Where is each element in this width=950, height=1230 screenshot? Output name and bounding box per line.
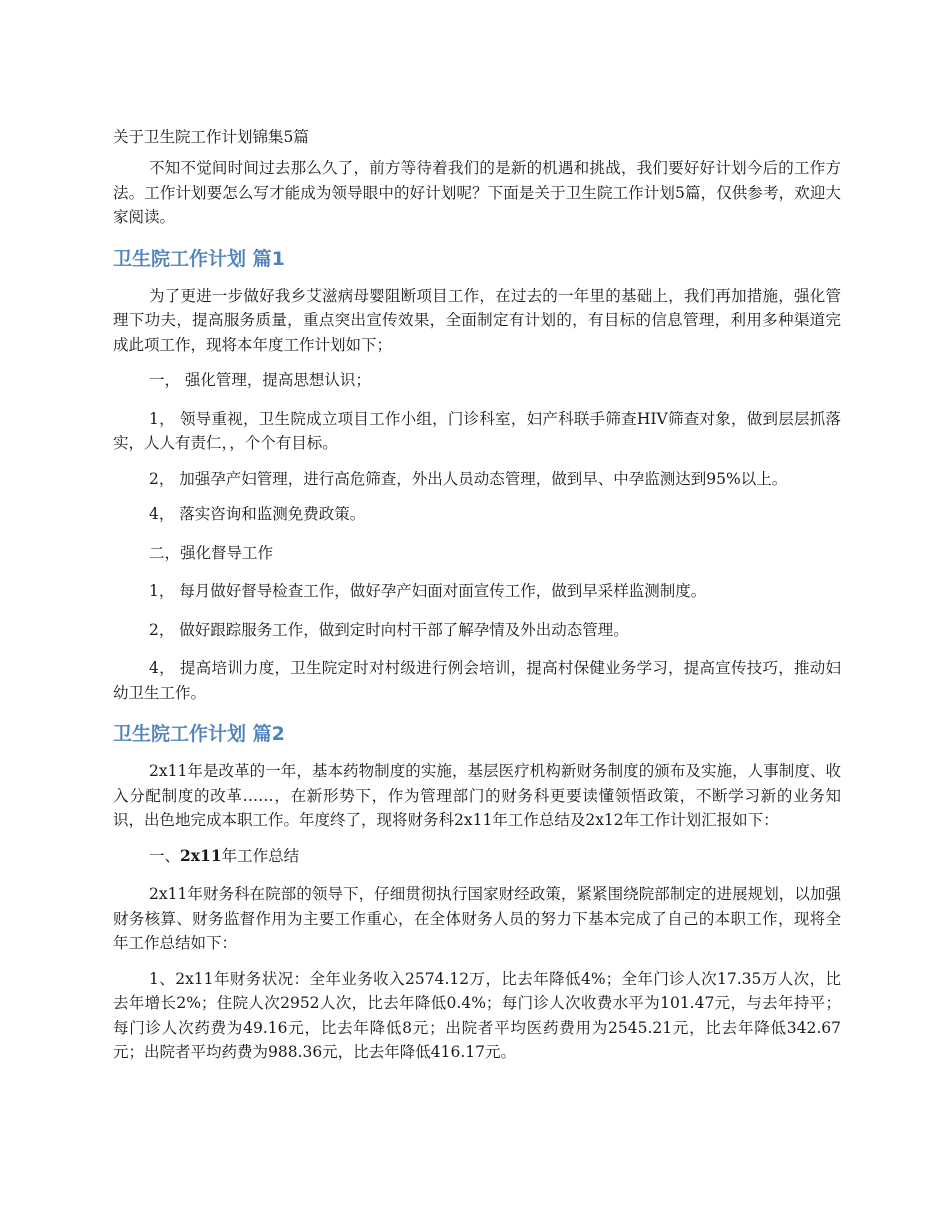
section-1-paragraph: 为了更进一步做好我乡艾滋病母婴阻断项目工作，在过去的一年里的基础上，我们再加措施，强化管理下功夫，提高服务质量，重点突出宣传效果，全面制定有计划的，有目标的信息管理，利用多种渠道完成此项工作，现将本年度工作计划如下； xyxy=(113,286,841,354)
section-1-paragraph: 2， 做好跟踪服务工作，做到定时向村干部了解孕情及外出动态管理。 xyxy=(149,620,629,639)
section-2-subheading xyxy=(113,844,841,869)
section-2-paragraph: 2x11年财务科在院部的领导下，仔细贯彻执行国家财经政策，紧紧围绕院部制定的进展规划，以加强财务核算、财务监督作用为主要工作重心，在全体财务人员的努力下基本完成了自己的本职工作，现将全年工作总结如下： xyxy=(113,885,841,952)
document-title: 关于卫生院工作计划锦集5篇 xyxy=(113,128,309,146)
section-1-paragraph: 2， 加强孕产妇管理，进行高危筛查，外出人员动态管理，做到早、中孕监测达到95%以上。 xyxy=(149,469,788,488)
section-2-paragraph: 1、2x11年财务状况：全年业务收入2574.12万，比去年降低4%；全年门诊人次17.35万人次，比去年增长2%；住院人次2952人次，比去年降低0.4%；每门诊人次收费水平为101.47元，与去年持平；每门诊人次药费为49.16元，比去年降低8元；出院者平均医药费用为2545.21元，比去年降低342.67元；出院者平均药费为988.36元，比去年降低416.17元。 xyxy=(113,969,841,1061)
subheading-suffix: 年工作总结 xyxy=(221,846,300,865)
subheading-year: 2x11 xyxy=(180,845,222,865)
subheading-prefix: 一、 xyxy=(149,846,181,865)
section-2-heading: 卫生院工作计划 篇2 xyxy=(113,723,285,745)
intro-paragraph: 不知不觉间时间过去那么久了，前方等待着我们的是新的机遇和挑战，我们要好好计划今后的工作方法。工作计划要怎么写才能成为领导眼中的好计划呢？下面是关于卫生院工作计划5篇，仅供参考，欢迎大家阅读。 xyxy=(113,159,841,226)
section-1-paragraph: 一， 强化管理，提高思想认识； xyxy=(149,371,371,389)
section-1-heading: 卫生院工作计划 篇1 xyxy=(113,247,285,270)
section-2-paragraph: 2x11年是改革的一年，基本药物制度的实施，基层医疗机构新财务制度的颁布及实施，人事制度、收入分配制度的改革……，在新形势下，作为管理部门的财务科更要读懂领悟政策，不断学习新的业务知识，出色地完成本职工作。年度终了，现将财务科2x11年工作总结及2x12年工作计划汇报如下： xyxy=(113,762,841,829)
section-1-paragraph: 1， 每月做好督导检查工作，做好孕产妇面对面宣传工作，做到早采样监测制度。 xyxy=(149,582,707,600)
section-1-paragraph: 1， 领导重视，卫生院成立项目工作小组，门诊科室，妇产科联手筛查HIV筛查对象，做到层层抓落实，人人有责仁，，个个有目标。 xyxy=(113,409,841,452)
section-1-paragraph: 二，强化督导工作 xyxy=(149,543,274,562)
section-1-paragraph: 4， 落实咨询和监测免费政策。 xyxy=(149,505,366,523)
section-1-paragraph: 4， 提高培训力度，卫生院定时对村级进行例会培训，提高村保健业务学习，提高宣传技巧，推动妇幼卫生工作。 xyxy=(113,659,841,702)
document-page xyxy=(113,124,841,1076)
